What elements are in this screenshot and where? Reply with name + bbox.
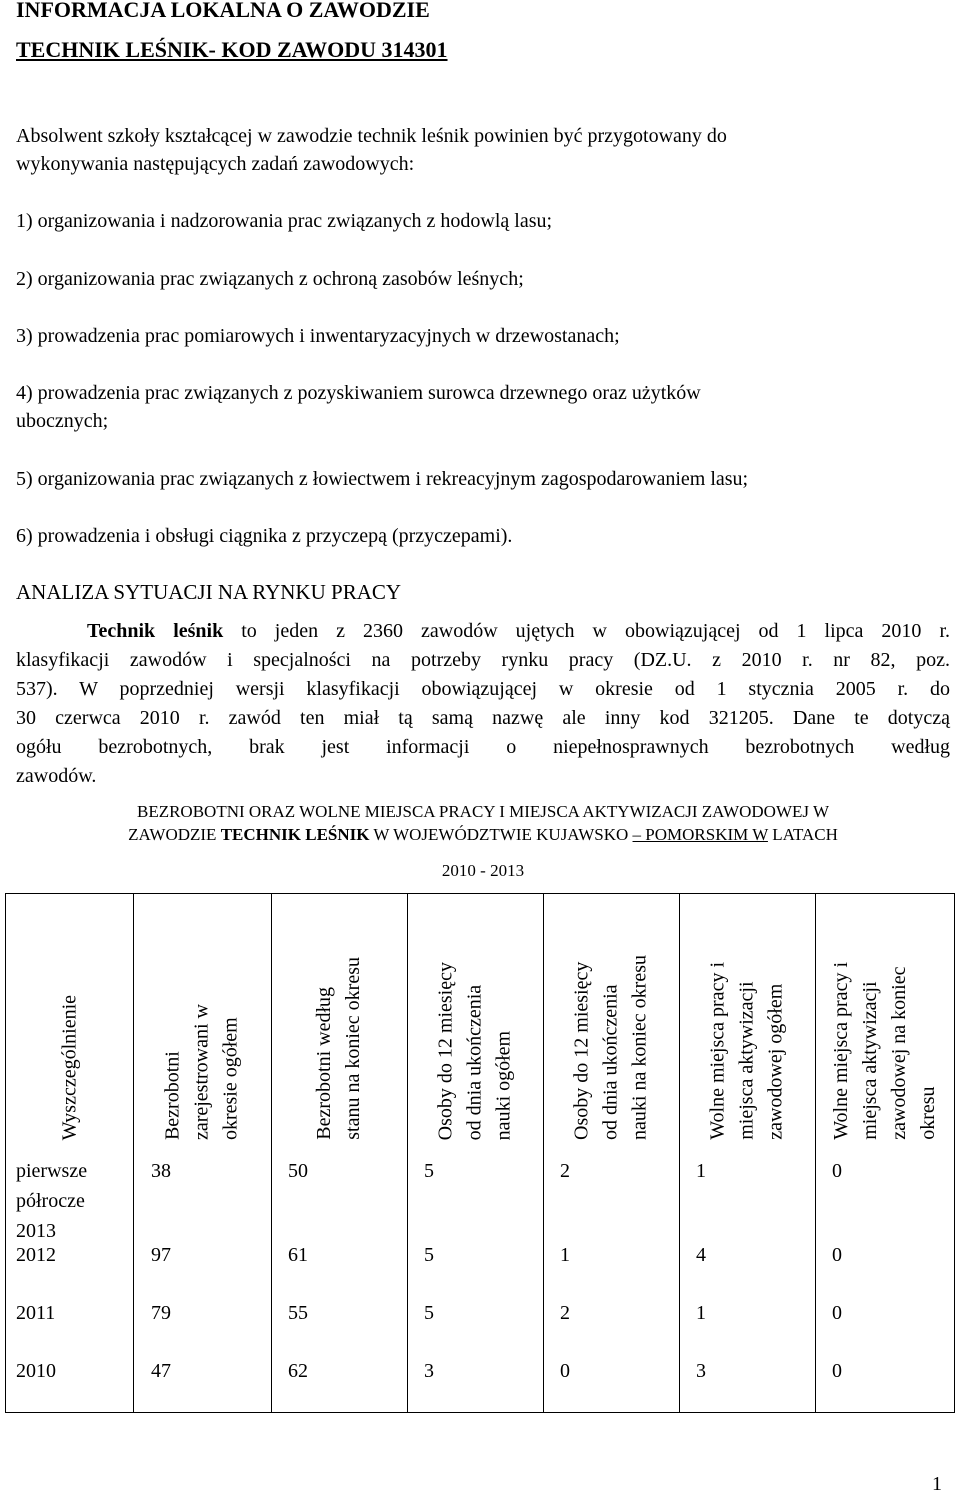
- table-cell: 1: [560, 1244, 570, 1266]
- page-number: 1: [932, 1473, 942, 1495]
- table-cell: 0: [832, 1302, 842, 1324]
- column-header: [815, 894, 954, 1148]
- table-cell: 2: [560, 1302, 570, 1324]
- table-caption-years: 2010 - 2013: [441, 861, 525, 880]
- intro-line-2: wykonywania następujących zadań zawodowych:: [16, 153, 415, 175]
- row-label: 2011: [16, 1302, 56, 1324]
- row-label: 2010: [16, 1360, 56, 1382]
- table-cell: 1: [696, 1302, 706, 1324]
- column-header: [133, 894, 271, 1148]
- table-cell: 3: [424, 1360, 434, 1382]
- table-cell: 3: [696, 1360, 706, 1382]
- column-header-label: Wolne miejsca pracy i miejsca aktywizacji zawodowej ogółem: [706, 962, 787, 1140]
- table-cell: 0: [832, 1244, 842, 1266]
- column-header: [679, 894, 815, 1148]
- row-label: 2012: [16, 1244, 56, 1266]
- task-1: 1) organizowania i nadzorowania prac związanych z hodowlą lasu;: [16, 210, 553, 232]
- table-caption-line-2: ZAWODZIE TECHNIK LEŚNIK W WOJEWÓDZTWIE KUJAWSKO – POMORSKIM W LATACH: [128, 825, 838, 844]
- column-header: [271, 894, 407, 1148]
- column-header-label: Osoby do 12 miesięcy od dnia ukończenia nauki ogółem: [434, 961, 515, 1140]
- table-cell: 47: [151, 1360, 171, 1382]
- task-3: 3) prowadzenia prac pomiarowych i inwentaryzacyjnych w drzewostanach;: [16, 325, 620, 347]
- column-header: [543, 894, 679, 1148]
- table-cell: 55: [288, 1302, 308, 1324]
- task-2: 2) organizowania prac związanych z ochroną zasobów leśnych;: [16, 268, 524, 290]
- section-heading: ANALIZA SYTUACJI NA RYNKU PRACY: [16, 580, 402, 604]
- analysis-line-1: Technik leśnik to jeden z 2360 zawodów ujętych w obowiązującej od 1 lipca 2010 r.: [87, 620, 950, 642]
- table-cell: 38: [151, 1160, 171, 1182]
- table-cell: 5: [424, 1302, 434, 1324]
- page-title-line-1: INFORMACJA LOKALNA O ZAWODZIE: [16, 0, 430, 22]
- table-cell: 0: [832, 1360, 842, 1382]
- data-table: [5, 893, 955, 1413]
- column-header-label: Wyszczególnienie: [58, 994, 80, 1140]
- column-header-label: Bezrobotni zarejestrowani w okresie ogółem: [161, 1003, 242, 1140]
- task-5: 5) organizowania prac związanych z łowiectwem i rekreacyjnym zagospodarowaniem lasu;: [16, 468, 749, 490]
- column-header-label: Wolne miejsca pracy i miejsca aktywizacji zawodowej na koniec okresu: [829, 962, 939, 1140]
- task-4-line-1: 4) prowadzenia prac związanych z pozyskiwaniem surowca drzewnego oraz użytków: [16, 382, 701, 404]
- table-cell: 0: [832, 1160, 842, 1182]
- table-cell: 50: [288, 1160, 308, 1182]
- table-cell: 5: [424, 1244, 434, 1266]
- table-cell: 5: [424, 1160, 434, 1182]
- task-6: 6) prowadzenia i obsługi ciągnika z przyczepą (przyczepami).: [16, 525, 513, 547]
- table-cell: 4: [696, 1244, 706, 1266]
- column-header-label: Osoby do 12 miesięcy od dnia ukończenia nauki na koniec okresu: [570, 955, 651, 1140]
- table-cell: 62: [288, 1360, 308, 1382]
- analysis-line-6: zawodów.: [16, 765, 97, 787]
- table-cell: 2: [560, 1160, 570, 1182]
- row-label: pierwsze półrocze 2013: [16, 1160, 88, 1242]
- analysis-line-4: 30 czerwca 2010 r. zawód ten miał tą samą nazwę ale inny kod 321205. Dane te dotyczą: [16, 707, 950, 729]
- table-cell: 61: [288, 1244, 308, 1266]
- task-4-line-2: ubocznych;: [16, 410, 109, 432]
- analysis-paragraph: [16, 617, 950, 791]
- column-header-label: Bezrobotni według stanu na koniec okresu: [313, 957, 364, 1140]
- analysis-line-5: ogółu bezrobotnych, brak jest informacji o niepełnosprawnych bezrobotnych według: [16, 736, 950, 758]
- table-cell: 97: [151, 1244, 171, 1266]
- intro-line-1: Absolwent szkoły kształcącej w zawodzie technik leśnik powinien być przygotowany do: [16, 125, 727, 147]
- column-header: [6, 894, 133, 1148]
- analysis-line-3: 537). W poprzedniej wersji klasyfikacji obowiązującej w okresie od 1 stycznia 2005 r. do: [16, 678, 950, 700]
- table-caption-line-1: BEZROBOTNI ORAZ WOLNE MIEJSCA PRACY I MIEJSCA AKTYWIZACJI ZAWODOWEJ W: [136, 802, 829, 821]
- page-title-line-2: TECHNIK LEŚNIK- KOD ZAWODU 314301: [16, 37, 448, 62]
- occupation-name: Technik leśnik: [87, 620, 224, 642]
- analysis-line-2: klasyfikacji zawodów i specjalności na potrzeby rynku pracy (DZ.U. z 2010 r. nr 82, poz.: [16, 649, 950, 671]
- table-cell: 79: [151, 1302, 171, 1324]
- table-cell: 0: [560, 1360, 570, 1382]
- table-cell: 1: [696, 1160, 706, 1182]
- column-header: [407, 894, 543, 1148]
